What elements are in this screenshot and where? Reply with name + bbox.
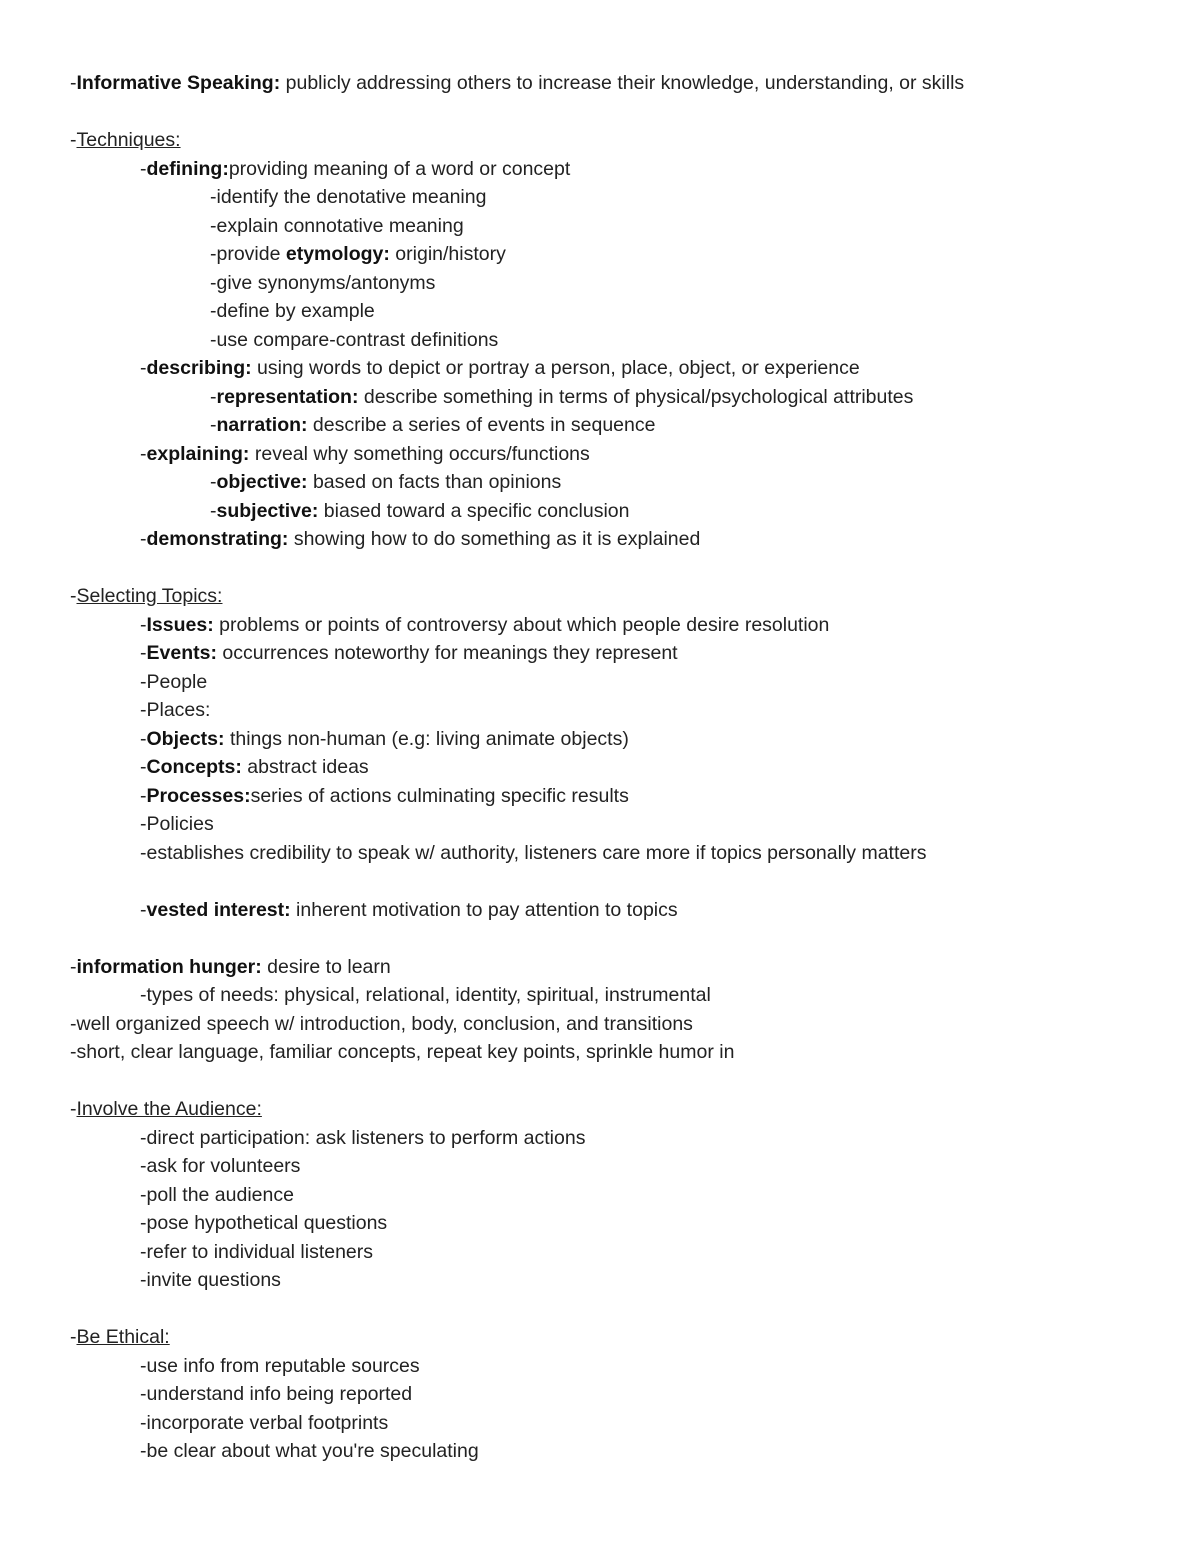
term-bold: vested interest: — [146, 898, 291, 921]
line-text: biased toward a specific conclusion — [318, 499, 630, 522]
note-line-events — [70, 639, 1150, 668]
bullet-dash: - — [210, 328, 217, 351]
bullet-dash: - — [140, 528, 147, 550]
line-text: incorporate verbal footprints — [146, 1411, 389, 1434]
section-heading-selecting-topics — [70, 582, 1150, 611]
line-text: types of needs: physical, relational, identity, spiritual, instrumental — [146, 984, 711, 1006]
note-line-types-of-needs-physical-relational-ident — [70, 981, 1150, 1010]
bullet-dash: - — [210, 414, 217, 436]
term-bold: describing: — [146, 357, 252, 379]
blank-line — [70, 867, 1150, 896]
bullet-dash: - — [140, 1354, 147, 1377]
note-line-describing — [70, 354, 1150, 383]
term-bold: Processes: — [146, 784, 251, 807]
note-line-concepts — [70, 753, 1150, 782]
bullet-dash: - — [70, 129, 77, 151]
note-line-explain-connotative-meaning — [70, 212, 1150, 241]
note-line-explaining — [70, 440, 1150, 469]
bullet-dash: - — [140, 813, 147, 835]
line-text: well organized speech w/ introduction, body, conclusion, and transitions — [76, 1012, 693, 1035]
note-line-places — [70, 696, 1150, 725]
bullet-dash: - — [210, 300, 217, 322]
note-line-issues — [70, 611, 1150, 640]
bullet-dash: - — [70, 1326, 77, 1348]
note-line-use-compare-contrast-definitions — [70, 326, 1150, 355]
note-line-establishes-credibility-to-speak-w-autho — [70, 839, 1150, 868]
note-line-representation — [70, 383, 1150, 412]
term-bold: Concepts: — [146, 756, 242, 778]
line-text: invite questions — [146, 1269, 281, 1291]
bullet-dash: - — [140, 1383, 147, 1405]
bullet-dash: - — [140, 157, 147, 180]
bullet-dash: - — [140, 784, 147, 807]
line-text: origin/history — [389, 243, 506, 265]
line-text: use compare-contrast definitions — [216, 328, 499, 351]
term-bold: Events: — [146, 642, 217, 664]
bullet-dash: - — [70, 955, 77, 978]
note-line-narration — [70, 411, 1150, 440]
note-line-short-clear-language-familiar-concepts-r — [70, 1038, 1150, 1067]
note-line-direct-participation-ask-listeners-to-pe — [70, 1124, 1150, 1153]
term-bold: narration: — [216, 414, 308, 436]
line-text: things non-human (e.g: living animate objects) — [224, 727, 629, 750]
note-line-vested-interest — [70, 896, 1150, 925]
bullet-dash: - — [140, 357, 147, 379]
line-text: publicly addressing others to increase their knowledge, understanding, or skills — [280, 72, 965, 94]
line-text: identify the denotative meaning — [216, 186, 487, 208]
blank-line — [70, 924, 1150, 953]
note-line-information-hunger — [70, 953, 1150, 982]
note-line-defining — [70, 155, 1150, 184]
heading-text: Selecting Topics: — [76, 585, 223, 607]
term-bold: representation: — [216, 385, 359, 408]
heading-text: Techniques: — [76, 129, 181, 151]
blank-line — [70, 554, 1150, 583]
section-heading-involve-the-audience — [70, 1095, 1150, 1124]
line-text: abstract ideas — [241, 756, 369, 778]
document-body — [70, 69, 1150, 1466]
bullet-dash: - — [210, 385, 217, 408]
bullet-dash: - — [140, 442, 147, 465]
line-text: using words to depict or portray a person, place, object, or experience — [251, 357, 860, 379]
line-text: explain connotative meaning — [216, 214, 464, 237]
note-line-define-by-example — [70, 297, 1150, 326]
bullet-dash: - — [70, 585, 77, 607]
bullet-dash: - — [140, 1269, 147, 1291]
line-text: based on facts than opinions — [307, 471, 562, 493]
note-line-people — [70, 668, 1150, 697]
note-line-demonstrating — [70, 525, 1150, 554]
note-line-be-clear-about-what-you-re-speculating — [70, 1437, 1150, 1466]
bullet-dash: - — [140, 756, 147, 778]
line-text: give synonyms/antonyms — [216, 271, 436, 294]
note-line-objective — [70, 468, 1150, 497]
bullet-dash: - — [140, 613, 147, 636]
line-text: occurrences noteworthy for meanings they represent — [216, 642, 678, 664]
line-text: problems or points of controversy about which people desire resolution — [213, 613, 830, 636]
line-text: showing how to do something as it is explained — [288, 528, 701, 550]
note-line-objects — [70, 725, 1150, 754]
bullet-dash: - — [140, 642, 147, 664]
blank-line — [70, 1067, 1150, 1096]
line-text: pose hypothetical questions — [146, 1212, 388, 1234]
section-heading-techniques — [70, 126, 1150, 155]
bullet-dash: - — [140, 1212, 147, 1234]
note-line-incorporate-verbal-footprints — [70, 1409, 1150, 1438]
bullet-dash: - — [140, 1411, 147, 1434]
bullet-dash: - — [210, 499, 217, 522]
bullet-dash: - — [140, 699, 147, 721]
term-bold: Objects: — [146, 727, 225, 750]
line-text: describe something in terms of physical/psychological attributes — [358, 385, 914, 408]
bullet-dash: - — [70, 1012, 77, 1035]
line-text: poll the audience — [146, 1183, 294, 1206]
bullet-dash: - — [140, 898, 147, 921]
term-bold: Informative Speaking: — [76, 72, 281, 94]
note-line-processes — [70, 782, 1150, 811]
note-line-policies — [70, 810, 1150, 839]
heading-text: Be Ethical: — [76, 1326, 170, 1348]
bullet-dash: - — [140, 1155, 147, 1177]
section-heading-be-ethical — [70, 1323, 1150, 1352]
note-line-understand-info-being-reported — [70, 1380, 1150, 1409]
line-text: series of actions culminating specific results — [250, 784, 629, 807]
line-text: desire to learn — [261, 955, 391, 978]
bullet-dash: - — [140, 1440, 147, 1462]
note-line-etymology — [70, 240, 1150, 269]
blank-line — [70, 98, 1150, 127]
bullet-dash: - — [210, 271, 217, 294]
line-text: Places: — [146, 699, 211, 721]
line-text: be clear about what you're speculating — [146, 1440, 479, 1462]
note-line-identify-the-denotative-meaning — [70, 183, 1150, 212]
heading-text: Involve the Audience: — [76, 1098, 262, 1120]
bullet-dash: - — [70, 72, 77, 94]
term-bold: objective: — [216, 471, 308, 493]
bullet-dash: - — [140, 727, 147, 750]
line-text: ask for volunteers — [146, 1155, 301, 1177]
line-text: short, clear language, familiar concepts, repeat key points, sprinkle humor in — [76, 1041, 735, 1063]
line-text: refer to individual listeners — [146, 1240, 374, 1263]
note-line-use-info-from-reputable-sources — [70, 1352, 1150, 1381]
term-bold: demonstrating: — [146, 528, 289, 550]
line-text: inherent motivation to pay attention to topics — [290, 898, 678, 921]
note-line-invite-questions — [70, 1266, 1150, 1295]
note-line-poll-the-audience — [70, 1181, 1150, 1210]
note-line-well-organized-speech-w-introduction-bod — [70, 1010, 1150, 1039]
line-text: describe a series of events in sequence — [307, 414, 656, 436]
line-text: People — [146, 670, 208, 693]
bullet-dash: - — [210, 471, 217, 493]
bullet-dash: - — [140, 841, 147, 864]
term-bold: explaining: — [146, 442, 250, 465]
bullet-dash: - — [140, 984, 147, 1006]
bullet-dash: - — [210, 243, 217, 265]
note-line-ask-for-volunteers — [70, 1152, 1150, 1181]
bullet-dash: - — [140, 1183, 147, 1206]
blank-line — [70, 1295, 1150, 1324]
note-line-refer-to-individual-listeners — [70, 1238, 1150, 1267]
note-line-pose-hypothetical-questions — [70, 1209, 1150, 1238]
bullet-dash: - — [210, 214, 217, 237]
term-bold: defining: — [146, 157, 229, 180]
line-text: providing meaning of a word or concept — [228, 157, 571, 180]
line-text: Policies — [146, 813, 214, 835]
line-text: understand info being reported — [146, 1383, 413, 1405]
term-bold: Issues: — [146, 613, 214, 636]
bullet-dash: - — [140, 670, 147, 693]
bullet-dash: - — [140, 1126, 147, 1149]
term-bold: information hunger: — [76, 955, 262, 978]
bullet-dash: - — [210, 186, 217, 208]
line-text: define by example — [216, 300, 375, 322]
note-line-give-synonyms-antonyms — [70, 269, 1150, 298]
line-text: establishes credibility to speak w/ authority, listeners care more if topics personally matters — [146, 841, 927, 864]
line-prefix: provide — [216, 243, 286, 265]
note-line-informative-speaking — [70, 69, 1150, 98]
term-bold: etymology: — [285, 243, 390, 265]
line-text: reveal why something occurs/functions — [249, 442, 590, 465]
line-text: use info from reputable sources — [146, 1354, 420, 1377]
bullet-dash: - — [70, 1098, 77, 1120]
bullet-dash: - — [140, 1240, 147, 1263]
bullet-dash: - — [70, 1041, 77, 1063]
term-bold: subjective: — [216, 499, 319, 522]
line-text: direct participation: ask listeners to perform actions — [146, 1126, 586, 1149]
note-line-subjective — [70, 497, 1150, 526]
